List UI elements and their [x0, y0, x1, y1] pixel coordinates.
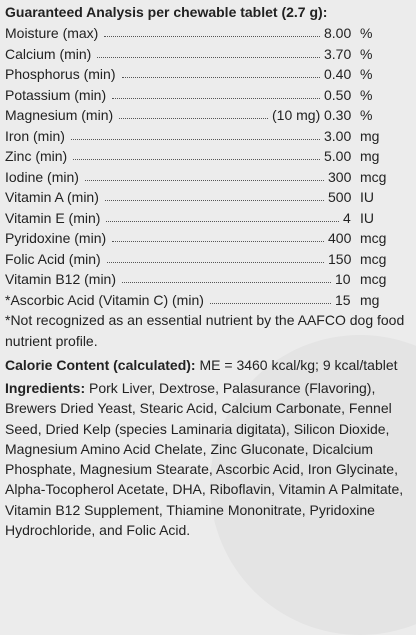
nutrient-label: Calcium (min): [5, 45, 92, 62]
nutrient-unit: %: [360, 66, 373, 82]
analysis-row: [5, 146, 411, 167]
leader-dots: [122, 282, 331, 283]
leader-dots: [119, 118, 268, 119]
analysis-row: [5, 269, 411, 290]
nutrient-label: Vitamin B12 (min): [5, 271, 117, 287]
nutrient-value: 4: [343, 209, 351, 226]
ingredients: [5, 378, 411, 540]
nutrient-value: 3.70: [324, 45, 352, 62]
analysis-row: [5, 290, 411, 311]
nutrient-label: *Ascorbic Acid (Vitamin C) (min): [5, 291, 204, 308]
nutrient-unit: mcg: [360, 168, 387, 185]
leader-dots: [112, 98, 320, 99]
nutrient-label: Iodine (min): [5, 168, 79, 185]
nutrient-label: Iron (min): [5, 127, 65, 144]
nutrient-unit: mcg: [360, 250, 387, 267]
analysis-row: [5, 228, 411, 249]
leader-dots: [97, 57, 320, 58]
leader-dots: [122, 77, 320, 78]
nutrient-unit: mcg: [360, 271, 387, 287]
nutrient-unit: mg: [360, 148, 380, 164]
nutrient-value: 3.00: [324, 127, 352, 144]
nutrient-label: Zinc (min): [5, 148, 68, 164]
nutrition-label: [5, 0, 411, 540]
nutrient-unit: %: [360, 107, 373, 123]
leader-dots: [210, 303, 331, 304]
nutrient-label: Folic Acid (min): [5, 250, 101, 267]
footnote: *Not recognized as an essential nutrient by the AAFCO dog food nutrient profile.: [5, 312, 405, 349]
nutrient-value: 400: [328, 230, 352, 246]
analysis-row: [5, 85, 411, 106]
analysis-row: [5, 249, 411, 270]
analysis-row: [5, 105, 411, 126]
nutrient-unit: IU: [360, 209, 374, 226]
analysis-row: [5, 126, 411, 147]
analysis-table: [5, 23, 411, 310]
nutrient-label: Vitamin A (min): [5, 189, 99, 205]
leader-dots: [107, 262, 324, 263]
leader-dots: [85, 180, 324, 181]
nutrient-label: Moisture (max): [5, 25, 99, 41]
nutrient-value: 0.30: [324, 107, 352, 123]
leader-dots: [73, 159, 320, 160]
calorie-content: [5, 355, 411, 376]
nutrient-label: Vitamin E (min): [5, 209, 101, 226]
nutrient-label: Pyridoxine (min): [5, 230, 107, 246]
analysis-row: [5, 64, 411, 85]
analysis-title: Guaranteed Analysis per chewable tablet (2.7 g):: [5, 4, 328, 20]
leader-dots: [106, 221, 339, 222]
leader-dots: [105, 200, 324, 201]
leader-dots: [71, 139, 320, 140]
nutrient-value: 300: [328, 168, 352, 185]
nutrient-value: 10: [335, 271, 351, 287]
nutrient-unit: mg: [360, 291, 380, 308]
nutrient-label: Potassium (min): [5, 86, 107, 103]
analysis-row: [5, 23, 411, 44]
nutrient-unit: mcg: [360, 230, 387, 246]
nutrient-value: 500: [328, 189, 352, 205]
ingredients-text: Pork Liver, Dextrose, Palasurance (Flavoring), Brewers Dried Yeast, Stearic Acid, Calcium Carbonate, Fennel Seed, Dried Kelp (species Laminaria digitata), Silicon Dioxide, Magnesium Amino Acid Chelate, Zinc Gluconate, Dicalcium Phosphate, Magnesium Stearate, Ascorbic Acid, Iron Glycinate, Alpha-Tocopherol Acetate, DHA, Riboflavin, Vitamin A Palmitate, Vitamin B12 Supplement, Thiamine Mononitrate, Pyridoxine Hydrochloride, and Folic Acid.: [5, 380, 404, 539]
analysis-row: [5, 44, 411, 65]
nutrient-value: 150: [328, 250, 352, 267]
calorie-value: ME = 3460 kcal/kg; 9 kcal/tablet: [199, 357, 398, 373]
nutrient-unit: %: [360, 25, 373, 41]
nutrient-unit: %: [360, 45, 373, 62]
nutrient-value: 5.00: [324, 148, 352, 164]
nutrient-label: Phosphorus (min): [5, 66, 116, 82]
nutrient-extra: (10 mg): [272, 107, 321, 123]
nutrient-unit: mg: [360, 127, 380, 144]
nutrient-value: 8.00: [324, 25, 352, 41]
calorie-label: Calorie Content (calculated):: [5, 357, 196, 373]
analysis-row: [5, 208, 411, 229]
analysis-row: [5, 167, 411, 188]
ingredients-label: Ingredients:: [5, 380, 86, 396]
leader-dots: [104, 36, 320, 37]
nutrient-label: Magnesium (min): [5, 107, 114, 123]
nutrient-unit: %: [360, 86, 373, 103]
leader-dots: [112, 241, 324, 242]
nutrient-unit: IU: [360, 189, 374, 205]
analysis-row: [5, 187, 411, 208]
nutrient-value: 0.40: [324, 66, 352, 82]
nutrient-value: 15: [335, 291, 351, 308]
nutrient-value: 0.50: [324, 86, 352, 103]
